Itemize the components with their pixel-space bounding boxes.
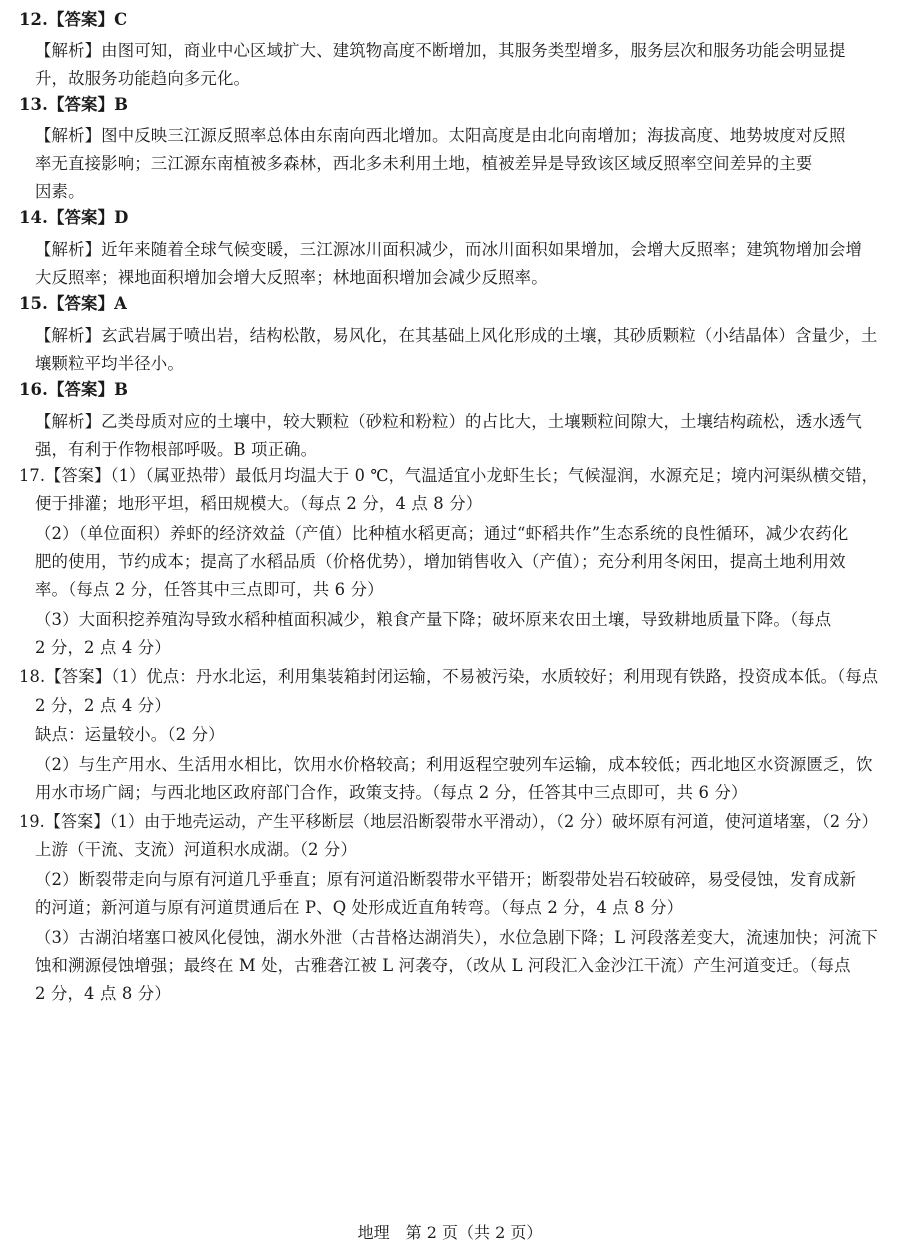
analysis-12-line-1: 【解析】由图可知，商业中心区域扩大、建筑物高度不断增加，其服务类型增多，服务层次和服务功能会明显提 [35, 41, 846, 60]
answer-18-line-2: 2 分，2 点 4 分） [35, 696, 171, 715]
analysis-13-line-1: 【解析】图中反映三江源反照率总体由东南向西北增加。太阳高度是由北向南增加；海拔高度、地势坡度对反照 [35, 126, 846, 145]
analysis-14-line-2: 大反照率；裸地面积增加会增大反照率；林地面积增加会减少反照率。 [35, 268, 548, 287]
analysis-16-line-2: 强，有利于作物根部呼吸。B 项正确。 [35, 440, 318, 459]
analysis-12-line-2: 升，故服务功能趋向多元化。 [35, 69, 251, 88]
answer-18-line-4: （2）与生产用水、生活用水相比，饮用水价格较高；利用返程空驶列车运输，成本较低；西北地区水资源匮乏，饮 [35, 755, 873, 774]
answer-19-line-3: （2）断裂带走向与原有河道几乎垂直；原有河道沿断裂带水平错开；断裂带处岩石较破碎，易受侵蚀，发育成新 [35, 870, 857, 889]
answer-19-line-5: （3）古湖泊堵塞口被风化侵蚀，湖水外泄（古昔格达湖消失），水位急剧下降；L 河段落差变大，流速加快；河流下 [35, 928, 878, 947]
answer-16-header: 16.【答案】B [19, 380, 129, 399]
answer-17-line-6: （3）大面积挖养殖沟导致水稻种植面积减少，粮食产量下降；破坏原来农田土壤，导致耕地质量下降。（每点 [35, 610, 832, 629]
answer-17-line-2: 便于排灌；地形平坦，稻田规模大。（每点 2 分，4 点 8 分） [35, 494, 483, 513]
answer-19-line-4: 的河道；新河道与原有河道贯通后在 P、Q 处形成近直角转弯。（每点 2 分，4 点 8 分） [35, 898, 684, 917]
answer-14-header: 14.【答案】D [19, 208, 129, 227]
answer-19-line-1: 19.【答案】（1）由于地壳运动，产生平移断层（地层沿断裂带水平滑动），（2 分）破坏原有河道，使河道堵塞，（2 分） [19, 812, 878, 831]
page-footer: 地理 第 2 页（共 2 页） [357, 1223, 543, 1242]
answer-19-line-2: 上游（干流、支流）河道积水成湖。（2 分） [35, 840, 358, 859]
answer-18-line-1: 18.【答案】（1）优点：丹水北运，利用集装箱封闭运输，不易被污染，水质较好；利用现有铁路，投资成本低。（每点 [19, 667, 879, 686]
answer-15-header: 15.【答案】A [19, 294, 127, 313]
answer-17-line-1: 17.【答案】（1）（属亚热带）最低月均温大于 0 ℃，气温适宜小龙虾生长；气候湿润，水源充足；境内河渠纵横交错， [19, 466, 878, 485]
answer-19-line-7: 2 分，4 点 8 分） [35, 984, 171, 1003]
answer-17-line-5: 率。（每点 2 分，任答其中三点即可，共 6 分） [35, 580, 384, 599]
analysis-15-line-1: 【解析】玄武岩属于喷出岩，结构松散，易风化，在其基础上风化形成的土壤，其砂质颗粒（小结晶体）含量少，土 [35, 326, 878, 345]
answer-12-header: 12.【答案】C [19, 10, 128, 29]
answer-13-header: 13.【答案】B [19, 95, 129, 114]
answer-17-line-4: 肥的使用，节约成本；提高了水稻品质（价格优势），增加销售收入（产值）；充分利用冬闲田，提高土地利用效 [35, 552, 846, 571]
answer-17-line-7: 2 分，2 点 4 分） [35, 638, 171, 657]
answer-18-line-3: 缺点：运量较小。（2 分） [35, 725, 225, 744]
answer-19-line-6: 蚀和溯源侵蚀增强；最终在 M 处，古雅砻江被 L 河袭夺，（改从 L 河段汇入金沙江干流）产生河道变迁。（每点 [35, 956, 851, 975]
answer-17-line-3: （2）（单位面积）养虾的经济效益（产值）比种植水稻更高；通过“虾稻共作”生态系统的良性循环，减少农药化 [35, 524, 849, 543]
analysis-16-line-1: 【解析】乙类母质对应的土壤中，较大颗粒（砂粒和粉粒）的占比大，土壤颗粒间隙大，土壤结构疏松，透水透气 [35, 412, 863, 431]
analysis-14-line-1: 【解析】近年来随着全球气候变暖，三江源冰川面积减少，而冰川面积如果增加，会增大反照率；建筑物增加会增 [35, 240, 863, 259]
analysis-13-line-3: 因素。 [35, 182, 85, 201]
analysis-15-line-2: 壤颗粒平均半径小。 [35, 354, 184, 373]
analysis-13-line-2: 率无直接影响；三江源东南植被多森林，西北多未利用土地，植被差异是导致该区域反照率空间差异的主要 [35, 154, 813, 173]
answer-18-line-5: 用水市场广阔；与西北地区政府部门合作，政策支持。（每点 2 分，任答其中三点即可，共 6 分） [35, 783, 748, 802]
